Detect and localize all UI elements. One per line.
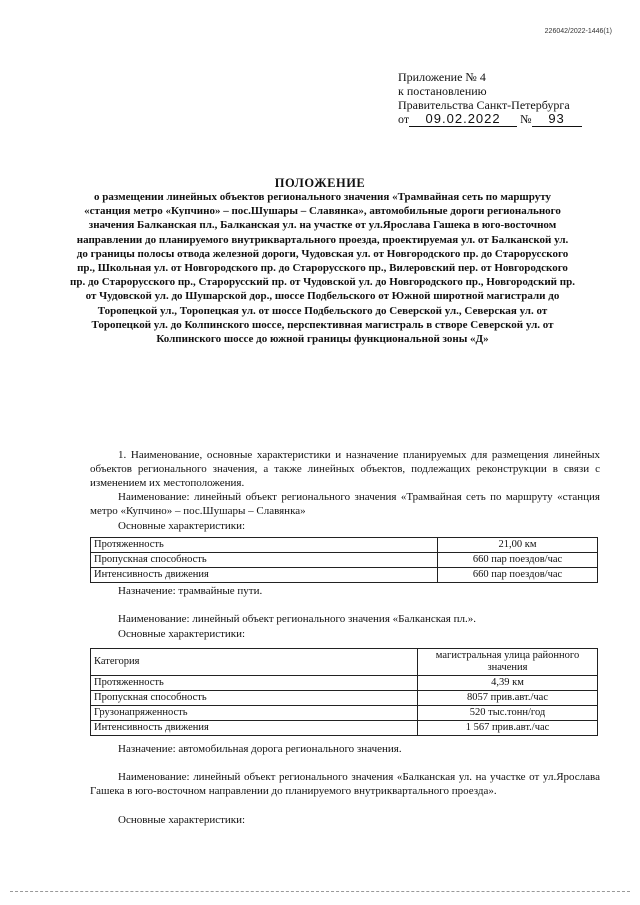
table-cell-value: 4,39 км xyxy=(418,676,598,691)
table-cell-label: Протяженность xyxy=(91,676,418,691)
page-title: ПОЛОЖЕНИЕ xyxy=(274,176,366,190)
table-cell-label: Протяженность xyxy=(91,538,438,553)
table-cell-value: 8057 прив.авт./час xyxy=(418,691,598,706)
street-chars-label: Основные характеристики: xyxy=(118,814,246,826)
table-cell-label: Интенсивность движения xyxy=(91,568,438,583)
appendix-date: 09.02.2022 xyxy=(409,112,517,127)
appendix-number: Приложение № 4 xyxy=(398,70,486,84)
table-row xyxy=(91,538,598,553)
street-name: Наименование: линейный объект регионального значения «Балканская ул. на участке от ул.Ярослава Гашека в юго-восточном направлении до планируемого внутриквартального проезда». xyxy=(90,771,600,797)
square-chars-label: Основные характеристики: xyxy=(118,628,246,640)
appendix-number-label: № xyxy=(520,112,532,126)
table-cell-value: 21,00 км xyxy=(438,538,598,553)
tram-chars-label: Основные характеристики: xyxy=(118,520,246,532)
section-intro: 1. Наименование, основные характеристики и назначение планируемых для размещения линейных объектов регионального значения, а также линейных объектов, подлежащих реконструкции в связи с изменением их местоположения. xyxy=(90,449,600,489)
table-cell-value: 1 567 прив.авт./час xyxy=(418,721,598,736)
appendix-date-line xyxy=(398,112,582,127)
page-subtitle: о размещении линейных объектов регионального значения «Трамвайная сеть по маршруту «станция метро «Купчино» – пос.Шушары – Славянка», автомобильные дороги регионального значения Балканская пл., Балканская ул. на участке от ул.Ярослава Гашека в юго-восточном направлении до планируемого внутриквартального проезда, проектируемая ул. от Балканской ул. до границы полосы отвода железной дороги, Чудовская ул. от Новгородского пр. до Старорусского пр., Школьная ул. от Новгородского пр. до Старорусского пр., Вилеровский пер. от Новгородского пр. до Старорусского пр., Старорусский пр. от Чудовской ул. до Новгородского пр., Новгородский пр. от Чудовской ул. до Шушарской дор., шоссе Подбельского от Южной широтной магистрали до Торопецкой ул., Торопецкая ул. от шоссе Подбельского до Северской ул., Северская ул. от Торопецкой ул. до Колпинского шоссе, перспективная магистраль в створе Северской ул. от Колпинского шоссе до южной границы функциональной зоны «Д» xyxy=(70,191,575,346)
table-row xyxy=(91,568,598,583)
table-cell-value: 660 пар поездов/час xyxy=(438,553,598,568)
appendix-resolution-number: 93 xyxy=(532,112,582,127)
table-cell-label: Категория xyxy=(91,649,418,676)
square-purpose: Назначение: автомобильная дорога регионального значения. xyxy=(118,743,402,755)
tram-name: Наименование: линейный объект регионального значения «Трамвайная сеть по маршруту «станция метро «Купчино» – пос.Шушары – Славянка» xyxy=(90,491,600,517)
document-id: 226042/2022-1446(1) xyxy=(544,28,612,35)
table-cell-value: магистральная улица районного значения xyxy=(418,649,598,676)
appendix-resolution: к постановлению xyxy=(398,84,487,98)
tram-characteristics-table xyxy=(90,537,598,583)
table-row xyxy=(91,676,598,691)
page-bottom-divider xyxy=(10,891,630,892)
square-characteristics-table xyxy=(90,648,598,736)
square-name: Наименование: линейный объект регионального значения «Балканская пл.». xyxy=(118,613,476,625)
table-row xyxy=(91,649,598,676)
tram-purpose: Назначение: трамвайные пути. xyxy=(118,585,263,597)
table-cell-label: Пропускная способность xyxy=(91,691,418,706)
appendix-header xyxy=(398,70,582,127)
table-cell-label: Пропускная способность xyxy=(91,553,438,568)
table-row xyxy=(91,706,598,721)
table-row xyxy=(91,553,598,568)
table-cell-label: Грузонапряженность xyxy=(91,706,418,721)
appendix-government: Правительства Санкт-Петербурга xyxy=(398,98,570,112)
table-cell-value: 660 пар поездов/час xyxy=(438,568,598,583)
table-cell-label: Интенсивность движения xyxy=(91,721,418,736)
table-row xyxy=(91,691,598,706)
appendix-from: от xyxy=(398,112,410,126)
table-row xyxy=(91,721,598,736)
table-cell-value: 520 тыс.тонн/год xyxy=(418,706,598,721)
